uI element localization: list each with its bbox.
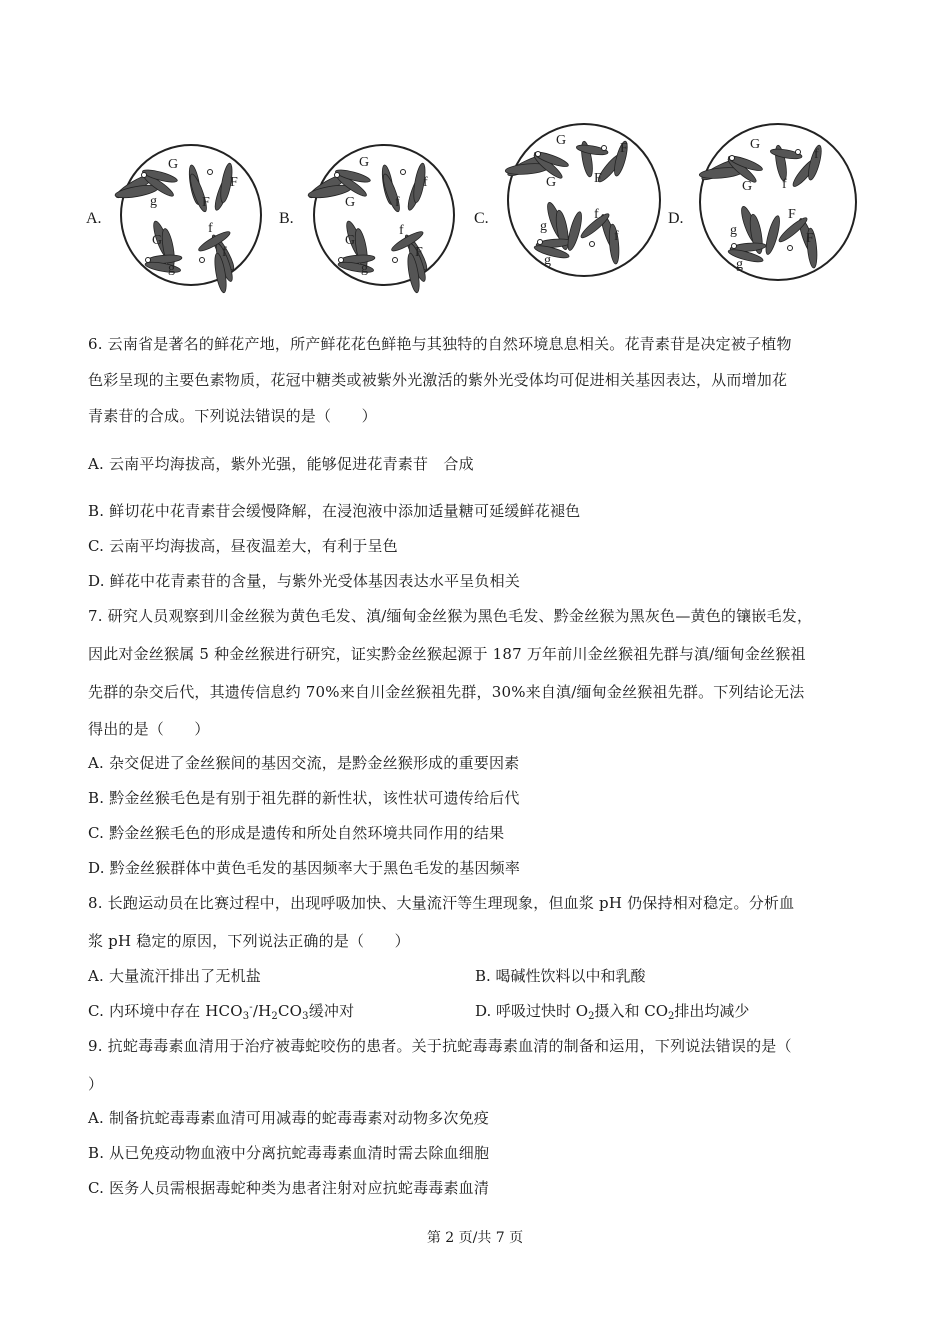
allele-label: g <box>540 219 547 234</box>
q7-option-b: B. 黔金丝猴毛色是有别于祖先群的新性状，该性状可遗传给后代 <box>88 789 520 807</box>
q6-option-b: B. 鲜切花中花青素苷会缓慢降解，在浸泡液中添加适量糖可延缓鲜花褪色 <box>88 502 581 520</box>
cell-a-svg <box>106 120 276 290</box>
option-label: D. <box>668 210 684 227</box>
q7-stem-line2: 因此对金丝猴属 5 种金丝猴进行研究，证实黔金丝猴起源于 187 万年前川金丝猴祖先群与滇/缅甸金丝猴祖 <box>88 645 806 663</box>
allele-label: G <box>556 133 567 148</box>
allele-label: F <box>230 175 238 190</box>
q9-option-c: C. 医务人员需根据毒蛇种类为患者注射对应抗蛇毒毒素血清 <box>88 1179 490 1197</box>
q7-stem-line1: 7. 研究人员观察到川金丝猴为黄色毛发、滇/缅甸金丝猴为黑色毛发、黔金丝猴为黑灰色—黄色的镶嵌毛发， <box>88 607 813 625</box>
q8-option-c <box>88 1000 354 1022</box>
allele-label: g <box>544 253 551 268</box>
q8-c-sub: 3 <box>242 1011 250 1022</box>
q6-option-c: C. 云南平均海拔高，昼夜温差大，有利于呈色 <box>88 537 398 555</box>
q9-stem-line1: 9. 抗蛇毒毒素血清用于治疗被毒蛇咬伤的患者。关于抗蛇毒毒素血清的制备和运用，下列说法错误的是（ <box>88 1037 792 1055</box>
allele-label: f <box>399 223 404 238</box>
allele-label: G <box>742 179 753 194</box>
allele-label: G <box>152 233 163 248</box>
option-label: B. <box>279 210 294 227</box>
q6-option-d: D. 鲜花中花青素苷的含量，与紫外光受体基因表达水平呈负相关 <box>88 572 521 590</box>
allele-label: f <box>423 175 428 190</box>
q7-option-d: D. 黔金丝猴群体中黄色毛发的基因频率大于黑色毛发的基因频率 <box>88 859 521 877</box>
option-label: A. <box>86 210 102 227</box>
q8-d-text: 摄入和 CO <box>594 1002 669 1020</box>
q8-c-text: 缓冲对 <box>308 1002 355 1020</box>
cell-diagram-b <box>279 120 469 290</box>
q8-d-sub: 2 <box>588 1011 595 1022</box>
q6-stem-line3: 青素苷的合成。下列说法错误的是（ ） <box>88 407 377 425</box>
q8-d-sub: 2 <box>668 1011 675 1022</box>
q8-c-sub: 3 <box>302 1011 309 1022</box>
allele-label: f <box>222 245 227 260</box>
q8-c-sup: - <box>249 1002 253 1013</box>
q9-option-a: A. 制备抗蛇毒毒素血清可用减毒的蛇毒毒素对动物多次免疫 <box>88 1109 489 1127</box>
q8-option-d <box>475 1000 749 1022</box>
allele-label: F <box>594 171 602 186</box>
allele-label: F <box>415 245 423 260</box>
allele-label: F <box>806 231 814 246</box>
allele-label: F <box>202 195 210 210</box>
allele-label: g <box>150 194 157 209</box>
option-label: C. <box>474 210 489 227</box>
allele-label: f <box>594 207 599 222</box>
page-footer: 第 2 页/共 7 页 <box>426 1230 524 1246</box>
allele-label: G <box>546 175 557 190</box>
q8-c-sub: 2 <box>271 1011 278 1022</box>
allele-label: f <box>782 177 787 192</box>
q8-c-text: C. 内环境中存在 HCO <box>88 1002 243 1020</box>
q8-d-text: 排出均减少 <box>674 1002 750 1020</box>
q9-option-b: B. 从已免疫动物血液中分离抗蛇毒毒素血清时需去除血细胞 <box>88 1144 490 1162</box>
cell-b-svg <box>299 120 469 290</box>
allele-label: g <box>730 223 737 238</box>
allele-label: G <box>750 137 761 152</box>
allele-label: G <box>345 195 356 210</box>
cell-diagram-d <box>668 112 868 292</box>
q8-d-text: D. 呼吸过快时 O <box>475 1002 589 1020</box>
allele-label: F <box>620 141 628 156</box>
allele-label: f <box>814 147 819 162</box>
q6-stem-line1: 6. 云南省是著名的鲜花产地，所产鲜花花色鲜艳与其独特的自然环境息息相关。花青素苷是决定被子植物 <box>88 335 792 353</box>
cell-diagram-row <box>86 120 866 300</box>
q8-stem-line1: 8. 长跑运动员在比赛过程中，出现呼吸加快、大量流汗等生理现象，但血浆 pH 仍保持相对稳定。分析血 <box>88 894 795 912</box>
q7-option-a: A. 杂交促进了金丝猴间的基因交流，是黔金丝猴形成的重要因素 <box>88 754 520 772</box>
q7-stem-line4: 得出的是（ ） <box>88 720 210 738</box>
q8-option-a: A. 大量流汗排出了无机盐 <box>88 967 261 985</box>
allele-label: g <box>361 261 368 276</box>
allele-label: f <box>614 229 619 244</box>
cell-d-svg <box>690 112 865 287</box>
allele-label: G <box>359 155 370 170</box>
allele-label: g <box>736 257 743 272</box>
cell-diagram-c <box>474 112 664 292</box>
q8-c-text: /H <box>252 1002 272 1020</box>
cell-c-svg <box>496 112 671 287</box>
q8-c-text: CO <box>277 1002 303 1020</box>
allele-label: f <box>208 221 213 236</box>
q7-option-c: C. 黔金丝猴毛色的形成是遗传和所处自然环境共同作用的结果 <box>88 824 505 842</box>
allele-label: G <box>168 157 179 172</box>
q8-stem-line2: 浆 pH 稳定的原因，下列说法正确的是（ ） <box>88 932 410 950</box>
allele-label: f <box>395 195 400 210</box>
q6-stem-line2: 色彩呈现的主要色素物质，花冠中糖类或被紫外光激活的紫外光受体均可促进相关基因表达，从而增加花 <box>88 371 788 389</box>
cell-diagram-a <box>86 120 276 290</box>
allele-label: g <box>168 261 175 276</box>
allele-label: G <box>345 233 356 248</box>
q6-option-a: A. 云南平均海拔高，紫外光强，能够促进花青素苷 合成 <box>88 455 474 473</box>
q9-stem-line2: ） <box>88 1075 104 1093</box>
q8-option-b: B. 喝碱性饮料以中和乳酸 <box>475 967 646 985</box>
allele-label: F <box>788 207 796 222</box>
q7-stem-line3: 先群的杂交后代，其遗传信息约 70%来自川金丝猴祖先群，30%来自滇/缅甸金丝猴祖先群。下列结论无法 <box>88 683 805 701</box>
